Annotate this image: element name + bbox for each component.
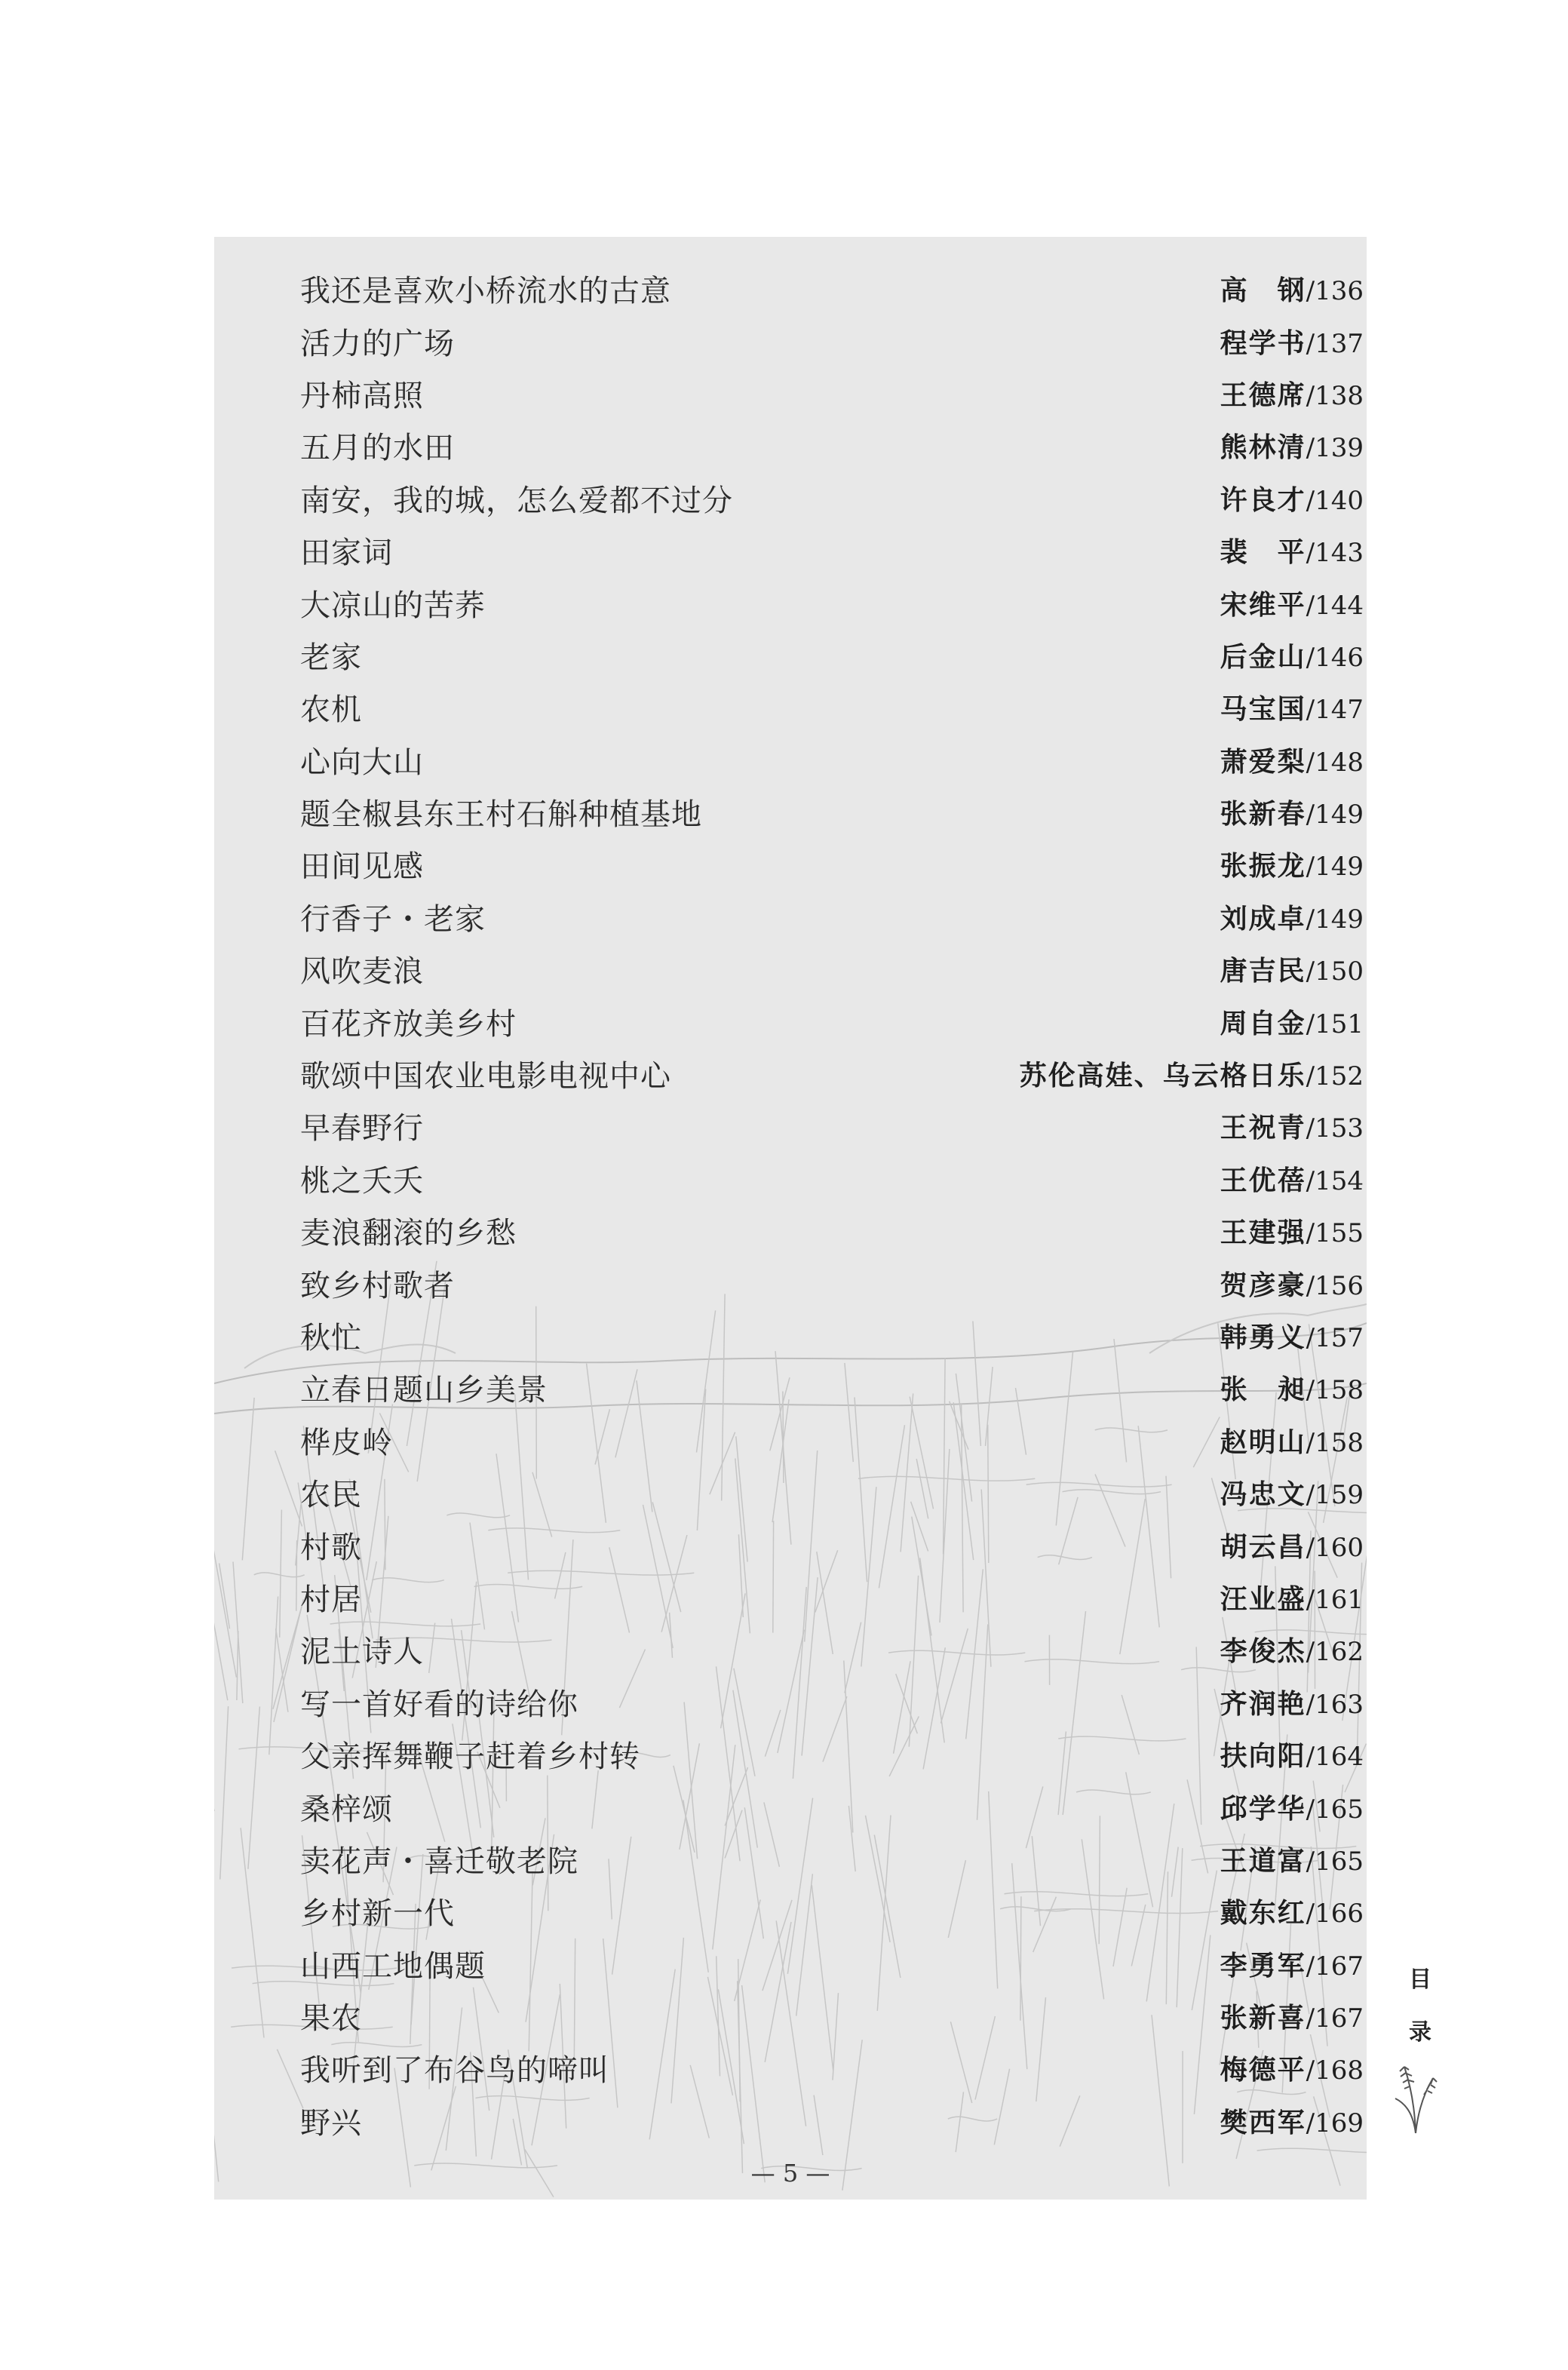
entry-page: /158 — [1306, 1375, 1364, 1406]
toc-entry — [300, 1466, 1364, 1518]
entry-byline — [1220, 584, 1364, 622]
entry-title: 桃之夭夭 — [300, 1163, 424, 1199]
entry-author: 张新春 — [1220, 798, 1306, 830]
entry-byline — [1220, 1368, 1364, 1407]
entry-author: 王优蓓 — [1220, 1164, 1306, 1196]
entry-title: 麦浪翻滚的乡愁 — [300, 1216, 517, 1251]
entry-byline — [1220, 1788, 1364, 1826]
entry-title: 秋忙 — [300, 1321, 362, 1355]
toc-entry — [300, 1362, 1364, 1414]
entry-byline — [1220, 688, 1364, 726]
section-label-char: 录 — [1409, 2019, 1431, 2046]
entry-author: 马宝国 — [1220, 693, 1306, 726]
toc-entry — [300, 943, 1364, 995]
toc-entry — [300, 1309, 1364, 1362]
entry-author: 樊西军 — [1220, 2106, 1306, 2138]
entry-page: /148 — [1306, 747, 1364, 778]
entry-page: /164 — [1306, 1742, 1364, 1773]
entry-byline — [1220, 531, 1364, 569]
entry-title: 百花齐放美乡村 — [300, 1006, 517, 1042]
entry-author: 梅德平 — [1220, 2054, 1306, 2086]
toc-entry — [300, 1205, 1364, 1257]
entry-title: 老家 — [300, 640, 362, 675]
toc-entry — [300, 838, 1364, 890]
entry-author: 李俊杰 — [1220, 1635, 1306, 1668]
entry-title: 行香子・老家 — [300, 901, 486, 937]
entry-byline — [1220, 1211, 1364, 1250]
entry-page: /167 — [1306, 2003, 1364, 2034]
entry-page: /157 — [1306, 1323, 1364, 1353]
entry-author: 李勇军 — [1220, 1949, 1306, 1982]
entry-author: 邱学华 — [1220, 1792, 1306, 1825]
toc-entry — [300, 367, 1364, 419]
entry-page: /154 — [1306, 1165, 1364, 1196]
entry-title: 桑梓颂 — [300, 1791, 393, 1827]
entry-page: /136 — [1306, 276, 1364, 307]
entry-page: /153 — [1306, 1113, 1364, 1144]
toc-entry — [300, 576, 1364, 628]
entry-byline — [1220, 1945, 1364, 1983]
entry-page: /149 — [1306, 852, 1364, 883]
entry-author: 许良才 — [1220, 484, 1306, 516]
toc-entry — [300, 1833, 1364, 1885]
entry-title: 五月的水田 — [300, 431, 455, 466]
entry-title: 农民 — [300, 1478, 362, 1513]
entry-page: /160 — [1306, 1532, 1364, 1563]
entry-title: 歌颂中国农业电影电视中心 — [300, 1059, 671, 1094]
toc-entry — [300, 681, 1364, 733]
entry-byline — [1220, 1840, 1364, 1878]
entry-byline — [1220, 1630, 1364, 1669]
entry-byline — [1220, 1421, 1364, 1460]
entry-page: /158 — [1306, 1427, 1364, 1458]
entry-byline — [1220, 426, 1364, 465]
toc-entry — [300, 262, 1364, 315]
toc-entry — [300, 1414, 1364, 1466]
entry-author: 汪业盛 — [1220, 1583, 1306, 1615]
entry-title: 题全椒县东王村石斛种植基地 — [300, 797, 702, 833]
entry-author: 王建强 — [1220, 1217, 1306, 1249]
entry-byline — [1220, 1526, 1364, 1564]
entry-title: 大凉山的苦荞 — [300, 588, 486, 623]
toc-list — [300, 262, 1364, 2147]
entry-title: 早春野行 — [300, 1111, 424, 1147]
entry-title: 我听到了布谷鸟的啼叫 — [300, 2053, 609, 2089]
toc-entry — [300, 734, 1364, 786]
entry-byline — [1220, 793, 1364, 831]
entry-page: /149 — [1306, 904, 1364, 935]
entry-title: 山西工地偶题 — [300, 1948, 486, 1984]
entry-byline — [1220, 2049, 1364, 2087]
wheat-icon — [1382, 2059, 1450, 2135]
entry-byline — [1220, 1578, 1364, 1616]
entry-author: 王道富 — [1220, 1844, 1306, 1877]
entry-page: /151 — [1306, 1008, 1364, 1039]
entry-byline — [1020, 1055, 1364, 1093]
entry-byline — [1220, 2101, 1364, 2140]
entry-title: 桦皮岭 — [300, 1425, 393, 1460]
entry-title: 我还是喜欢小桥流水的古意 — [300, 274, 671, 309]
entry-byline — [1220, 479, 1364, 517]
entry-page: /159 — [1306, 1480, 1364, 1511]
entry-byline — [1220, 1473, 1364, 1512]
entry-page: /150 — [1306, 956, 1364, 987]
entry-title: 田间见感 — [300, 849, 424, 885]
entry-author: 程学书 — [1220, 327, 1306, 359]
entry-author: 熊林清 — [1220, 431, 1306, 464]
entry-author: 张振龙 — [1220, 850, 1306, 883]
entry-byline — [1220, 1002, 1364, 1041]
entry-author: 周自金 — [1220, 1007, 1306, 1039]
entry-byline — [1220, 1107, 1364, 1145]
entry-byline — [1220, 1683, 1364, 1721]
entry-byline — [1220, 374, 1364, 413]
toc-entry — [300, 1518, 1364, 1570]
toc-entry — [300, 524, 1364, 576]
entry-title: 卖花声・喜迁敬老院 — [300, 1844, 578, 1879]
entry-author: 张 昶 — [1220, 1374, 1306, 1406]
toc-entry — [300, 1048, 1364, 1100]
section-label — [1401, 1954, 1439, 2059]
entry-page: /140 — [1306, 485, 1364, 516]
entry-title: 村歌 — [300, 1530, 362, 1565]
entry-author: 贺彦豪 — [1220, 1269, 1306, 1301]
toc-entry — [300, 2095, 1364, 2147]
entry-byline — [1220, 636, 1364, 674]
entry-page: /168 — [1306, 2055, 1364, 2086]
toc-entry — [300, 629, 1364, 681]
entry-author: 萧爱梨 — [1220, 745, 1306, 778]
entry-page: /137 — [1306, 328, 1364, 359]
toc-entry — [300, 995, 1364, 1047]
entry-author: 齐润艳 — [1220, 1687, 1306, 1720]
toc-entry — [300, 1100, 1364, 1152]
toc-entry — [300, 1676, 1364, 1728]
entry-title: 活力的广场 — [300, 326, 455, 361]
entry-author: 后金山 — [1220, 640, 1306, 673]
entry-title: 心向大山 — [300, 744, 424, 780]
toc-entry — [300, 1990, 1364, 2042]
toc-entry — [300, 1571, 1364, 1623]
toc-entry — [300, 315, 1364, 367]
entry-author: 唐吉民 — [1220, 955, 1306, 987]
entry-author: 高 钢 — [1220, 275, 1306, 307]
entry-author: 王德席 — [1220, 379, 1306, 411]
toc-entry — [300, 1938, 1364, 1990]
entry-author: 韩勇义 — [1220, 1322, 1306, 1353]
entry-byline — [1220, 950, 1364, 988]
toc-entry — [300, 891, 1364, 943]
toc-entry — [300, 786, 1364, 838]
toc-entry — [300, 1257, 1364, 1309]
entry-title: 农机 — [300, 692, 362, 728]
entry-title: 野兴 — [300, 2105, 362, 2141]
entry-title: 父亲挥舞鞭子赶着乡村转 — [300, 1739, 640, 1775]
entry-byline — [1220, 1735, 1364, 1773]
entry-byline — [1220, 1264, 1364, 1303]
entry-byline — [1220, 898, 1364, 936]
entry-page: /165 — [1306, 1794, 1364, 1825]
entry-author: 裴 平 — [1220, 536, 1306, 569]
entry-page: /165 — [1306, 1846, 1364, 1877]
entry-title: 写一首好看的诗给你 — [300, 1687, 578, 1722]
entry-author: 宋维平 — [1220, 588, 1306, 621]
entry-author: 刘成卓 — [1220, 902, 1306, 935]
entry-title: 泥土诗人 — [300, 1635, 424, 1670]
toc-entry — [300, 1885, 1364, 1937]
toc-entry — [300, 1623, 1364, 1675]
entry-byline — [1220, 1316, 1364, 1355]
entry-page: /152 — [1306, 1061, 1364, 1092]
entry-page: /146 — [1306, 642, 1364, 673]
entry-title: 田家词 — [300, 536, 393, 571]
entry-byline — [1220, 1997, 1364, 2035]
entry-author: 戴东红 — [1220, 1897, 1306, 1929]
toc-entry — [300, 2042, 1364, 2094]
entry-author: 赵明山 — [1220, 1426, 1306, 1458]
section-label-char: 目 — [1409, 1966, 1431, 1993]
entry-page: /169 — [1306, 2108, 1364, 2138]
entry-title: 果农 — [300, 2001, 362, 2037]
entry-author: 王祝青 — [1220, 1112, 1306, 1144]
entry-page: /161 — [1306, 1584, 1364, 1615]
entry-title: 南安，我的城，怎么爱都不过分 — [300, 483, 733, 518]
entry-byline — [1220, 1892, 1364, 1930]
toc-entry — [300, 472, 1364, 524]
entry-title: 村居 — [300, 1582, 362, 1617]
entry-author: 张新喜 — [1220, 2002, 1306, 2034]
entry-page: /149 — [1306, 800, 1364, 830]
entry-title: 丹柿高照 — [300, 378, 424, 413]
entry-page: /155 — [1306, 1218, 1364, 1249]
entry-byline — [1220, 322, 1364, 361]
entry-title: 乡村新一代 — [300, 1896, 455, 1932]
entry-page: /143 — [1306, 538, 1364, 569]
entry-page: /138 — [1306, 380, 1364, 411]
entry-page: /144 — [1306, 590, 1364, 621]
entry-page: /156 — [1306, 1270, 1364, 1301]
entry-page: /163 — [1306, 1689, 1364, 1720]
entry-byline — [1220, 741, 1364, 779]
entry-author: 扶向阳 — [1220, 1740, 1306, 1773]
entry-author: 胡云昌 — [1220, 1530, 1306, 1563]
entry-byline — [1220, 1159, 1364, 1198]
entry-title: 立春日题山乡美景 — [300, 1373, 548, 1408]
entry-page: /166 — [1306, 1899, 1364, 1929]
entry-page: /147 — [1306, 695, 1364, 726]
entry-title: 风吹麦浪 — [300, 954, 424, 990]
entry-byline — [1220, 845, 1364, 883]
entry-byline — [1220, 269, 1364, 308]
entry-title: 致乡村歌者 — [300, 1268, 455, 1303]
toc-entry — [300, 1728, 1364, 1780]
entry-page: /162 — [1306, 1637, 1364, 1668]
entry-page: /167 — [1306, 1951, 1364, 1982]
entry-author: 苏伦高娃、乌云格日乐 — [1019, 1060, 1306, 1092]
toc-entry — [300, 1153, 1364, 1205]
toc-panel — [214, 237, 1367, 2200]
entry-page: /139 — [1306, 433, 1364, 464]
toc-entry — [300, 1780, 1364, 1832]
entry-author: 冯忠文 — [1220, 1478, 1306, 1511]
page-number: — 5 — — [750, 2159, 830, 2187]
toc-entry — [300, 419, 1364, 471]
